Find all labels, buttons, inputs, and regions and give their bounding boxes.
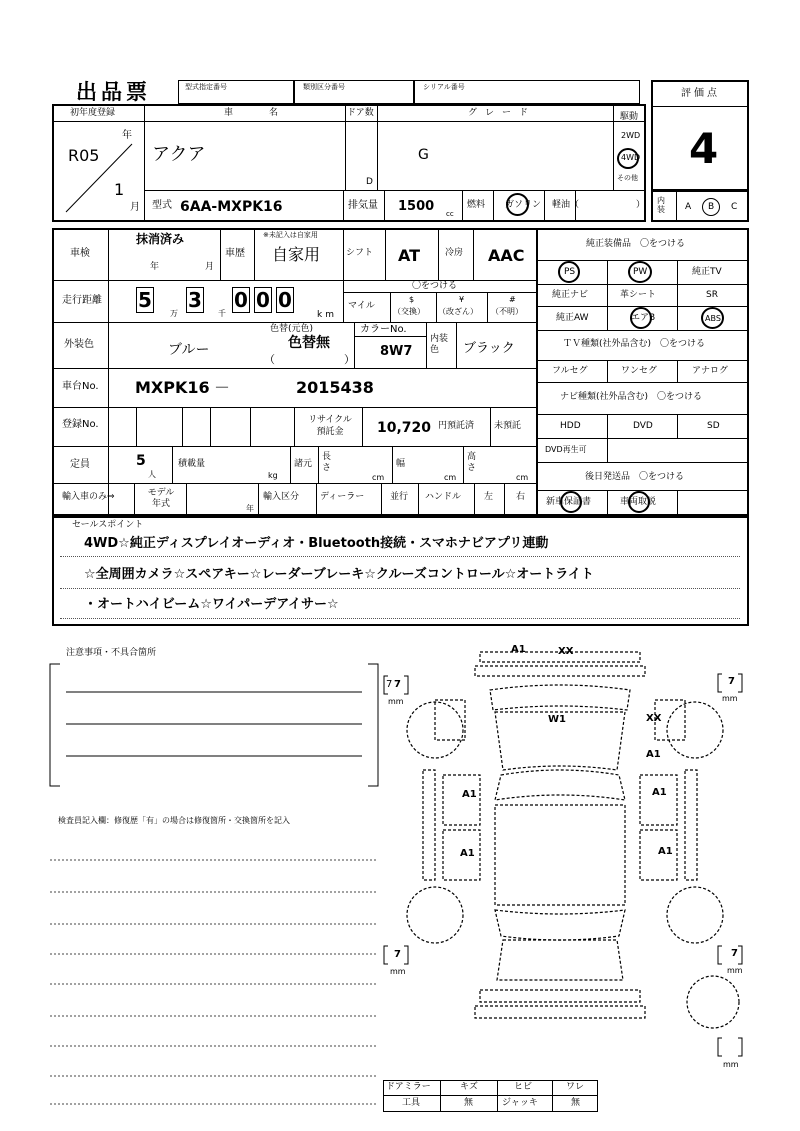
mark-fender-xx: XX <box>646 713 662 724</box>
ac-label: 冷房 <box>445 248 464 258</box>
tire-rl-unit: mm <box>390 967 406 976</box>
mileage-digit-5: 0 <box>276 287 294 313</box>
mileage-digit-1: 5 <box>136 287 154 313</box>
interior-b-circle <box>702 198 720 216</box>
inspector-label: 検査員記入欄：修復歴「有」の場合は修復箇所・交換箇所を記入 <box>58 816 290 825</box>
interior-label: 内装 <box>657 196 665 214</box>
mark-bumper-xx: XX <box>558 646 574 657</box>
category-box <box>294 80 414 104</box>
docs-warranty-circle <box>560 491 582 513</box>
first-reg-month: 1 <box>114 180 125 199</box>
legend-mirror: ドアミラー <box>386 1082 431 1092</box>
form-title: 出品票 <box>76 80 151 104</box>
model-value: 6AA-MXPK16 <box>180 199 283 215</box>
legend-crack: ヒビ <box>514 1082 533 1092</box>
legend-break: ワレ <box>566 1082 585 1092</box>
doors-unit: D <box>366 177 373 187</box>
model-year-unit: 年 <box>246 504 254 513</box>
navi-dvd: DVD <box>633 421 653 431</box>
tv-title: ＴＶ種類(社外品含む) 〇をつける <box>563 339 706 349</box>
equip-airbag: エアB <box>631 313 656 323</box>
caution-bracket <box>46 660 382 790</box>
handle-label: ハンドル <box>425 492 462 502</box>
first-reg-year-unit: 年 <box>122 130 132 141</box>
equipment-title: 純正装備品 〇をつける <box>586 239 686 249</box>
tire-fl-depth: 7 <box>394 679 401 690</box>
equip-ps: PS <box>564 267 576 277</box>
mileage-digit-4: 0 <box>254 287 272 313</box>
interior-color-value: ブラック <box>463 341 515 356</box>
displacement-label: 排気量 <box>348 200 378 211</box>
first-reg-slash <box>62 140 138 216</box>
mark-right-front-door: A1 <box>652 787 667 798</box>
first-reg-label: 初年度登録 <box>70 108 116 118</box>
first-reg-era: R05 <box>68 146 100 165</box>
equip-pw-circle <box>628 261 652 283</box>
tire-fl-value: 7 <box>386 679 393 690</box>
chassis-label: 車台No. <box>62 381 99 392</box>
history-label: 車歴 <box>225 248 245 259</box>
equip-abs: ABS <box>705 314 721 323</box>
recycle-not-deposited: 未預託 <box>494 421 522 431</box>
color-paren-close: ） <box>344 353 355 366</box>
interior-a: A <box>685 202 692 212</box>
doors-label: ドア数 <box>347 108 374 118</box>
displacement-value: 1500 <box>398 199 435 214</box>
color-code-label: カラーNo. <box>360 324 407 335</box>
load-label: 積載量 <box>178 459 206 469</box>
serial-label: シリアル番号 <box>423 83 465 91</box>
mileage-man: 万 <box>170 309 178 318</box>
mileage-opt2: ¥ <box>459 295 465 304</box>
equip-tv: 純正TV <box>692 267 722 277</box>
tire-rr-unit: mm <box>727 966 743 975</box>
mark-windshield-w1: W1 <box>548 714 566 725</box>
equip-airbag-circle <box>630 307 652 329</box>
color-value: ブルー <box>168 342 210 358</box>
drive-label: 駆動 <box>620 112 639 122</box>
category-label: 類別区分番号 <box>303 83 345 91</box>
model-year-label: モデル年式 <box>147 488 175 509</box>
fuel-diesel: 軽油（ <box>552 200 580 210</box>
height-unit: cm <box>516 473 529 482</box>
rating-value: 4 <box>689 124 719 173</box>
legend-jack-value: 無 <box>571 1098 581 1108</box>
mileage-note: 〇をつける <box>412 281 458 291</box>
tv-analog: アナログ <box>692 366 729 376</box>
mileage-km: km <box>317 310 337 320</box>
import-class-label: 輸入区分 <box>263 492 300 502</box>
model-cert-label: 型式指定番号 <box>185 83 227 91</box>
length-label: 長さ <box>322 452 332 473</box>
import-label: 輸入車のみ⇒ <box>62 492 115 502</box>
inspection-label: 車検 <box>70 248 90 259</box>
inspector-lines <box>46 830 382 1120</box>
sales-label: セールスポイント <box>72 520 144 530</box>
displacement-unit: cc <box>446 210 454 218</box>
equip-navi: 純正ナビ <box>552 290 589 300</box>
ac-value: AAC <box>488 246 525 265</box>
grade-label: グレード <box>468 108 537 118</box>
color-change-value: 色替無 <box>288 335 330 351</box>
chassis-dash: － <box>214 378 231 397</box>
rating-label: 評価点 <box>681 88 720 99</box>
mark-left-front-door: A1 <box>462 789 477 800</box>
mileage-opt3b: （不明） <box>491 307 523 316</box>
recycle-value: 10,720 <box>377 420 432 436</box>
color-change-label: 色替(元色) <box>270 324 314 334</box>
tire-fr-depth: 7 <box>728 676 735 687</box>
interior-color-label: 内装色 <box>430 334 449 355</box>
sales-line-2: ☆全周囲カメラ☆スペアキー☆レーダーブレーキ☆クルーズコントロール☆オートライト <box>84 567 594 582</box>
mileage-digit-2: 3 <box>186 287 204 313</box>
interior-c: C <box>731 202 738 212</box>
recycle-deposited: 円預託済 <box>438 421 475 431</box>
equip-sr: SR <box>706 290 718 300</box>
tire-spare-unit: mm <box>723 1060 739 1069</box>
shift-label: シフト <box>346 248 374 258</box>
mark-bumper-a1: A1 <box>511 644 526 655</box>
equip-aw: 純正AW <box>556 313 589 323</box>
serial-box <box>414 80 640 104</box>
fuel-close: ） <box>636 200 646 210</box>
rating-box <box>651 80 749 191</box>
mark-left-rear-door: A1 <box>460 848 475 859</box>
legend-scratch: キズ <box>460 1082 478 1092</box>
tire-fr-unit: mm <box>722 694 738 703</box>
color-label: 外装色 <box>64 339 94 350</box>
docs-warranty: 新車保証書 <box>546 497 592 507</box>
docs-title: 後日発送品 〇をつける <box>585 472 685 482</box>
mileage-opt1b: （交換） <box>393 307 425 316</box>
equip-abs-circle <box>701 307 724 329</box>
drive-2wd: 2WD <box>621 131 641 140</box>
dims-label: 諸元 <box>294 459 313 469</box>
shift-value: AT <box>398 246 421 265</box>
mileage-mile: マイル <box>348 301 375 311</box>
inspection-month-unit: 月 <box>205 262 215 272</box>
navi-sd: SD <box>707 421 720 431</box>
history-note: ※未記入は自家用 <box>263 231 318 239</box>
fuel-gasoline: ガソリン <box>505 200 542 210</box>
grade-value: G <box>418 147 429 163</box>
chassis-prefix: MXPK16 <box>135 378 210 397</box>
mileage-opt2b: （改ざん） <box>438 307 478 316</box>
drive-4wd: 4WD <box>621 153 641 162</box>
capacity-value: 5 <box>136 453 146 469</box>
mileage-label: 走行距離 <box>62 295 102 306</box>
inspection-value: 抹消済み <box>136 232 185 246</box>
capacity-label: 定員 <box>70 459 90 470</box>
mileage-sen: 千 <box>218 309 226 318</box>
inspection-year-unit: 年 <box>150 262 160 272</box>
history-value: 自家用 <box>272 245 321 264</box>
mileage-opt3: # <box>509 295 516 304</box>
height-label: 高さ <box>467 452 477 473</box>
legend-jack: ジャッキ <box>502 1098 538 1108</box>
capacity-unit: 人 <box>148 470 156 479</box>
model-label: 型式 <box>152 200 172 211</box>
tv-oneseg: ワンセグ <box>621 366 658 376</box>
mark-fender-a1: A1 <box>646 749 661 760</box>
width-label: 幅 <box>396 459 406 469</box>
legend-tools: 工具 <box>402 1098 421 1108</box>
handle-left: 左 <box>484 492 494 502</box>
drive-4wd-circle <box>617 148 639 169</box>
legend-tools-value: 無 <box>464 1098 474 1108</box>
vehicle-detail-section <box>52 228 538 516</box>
sales-line-1: 4WD☆純正ディスプレイオーディオ・Bluetooth接続・スマホナビアプリ連動 <box>84 536 549 551</box>
navi-title: ナビ種類(社外品含む) 〇をつける <box>560 392 703 402</box>
chassis-number: 2015438 <box>296 378 374 397</box>
import-parallel: 並行 <box>390 492 409 502</box>
handle-right: 右 <box>516 492 526 502</box>
navi-hdd: HDD <box>560 421 581 431</box>
model-cert-box <box>178 80 294 104</box>
fuel-gasoline-circle <box>506 193 529 216</box>
color-paren-open: （ <box>264 353 275 366</box>
mileage-digit-3: 0 <box>232 287 250 313</box>
recycle-label: リサイクル預託金 <box>308 415 352 437</box>
import-dealer: ディーラー <box>320 492 365 502</box>
fuel-label: 燃料 <box>467 200 486 210</box>
navi-dvd-play: DVD再生可 <box>545 445 587 454</box>
tire-rl-depth: 7 <box>394 949 401 960</box>
equip-ps-circle <box>558 261 580 283</box>
first-reg-month-unit: 月 <box>130 202 140 213</box>
sales-line-3: ・オートハイビーム☆ワイパーデアイサー☆ <box>84 597 339 612</box>
tv-fullseg: フルセグ <box>552 366 588 376</box>
mileage-opt1: $ <box>409 295 415 304</box>
interior-b: B <box>708 202 715 212</box>
caution-label: 注意事項・不具合箇所 <box>66 648 157 658</box>
width-unit: cm <box>444 473 457 482</box>
mark-right-rear-door: A1 <box>658 846 673 857</box>
car-name-label: 車 名 <box>224 108 285 118</box>
docs-manual: 車両取説 <box>620 497 657 507</box>
length-unit: cm <box>372 473 385 482</box>
docs-manual-circle <box>628 491 650 513</box>
equip-pw: PW <box>633 267 648 277</box>
registration-label: 登録No. <box>62 419 99 430</box>
equip-leather: 革シート <box>620 290 657 300</box>
load-unit: kg <box>268 471 278 480</box>
tire-rr-depth: 7 <box>731 948 738 959</box>
color-code-value: 8W7 <box>380 344 413 359</box>
drive-other: その他 <box>617 174 638 182</box>
tire-fl-unit: mm <box>388 697 404 706</box>
tire-brackets <box>380 672 750 1062</box>
car-name-value: アクア <box>152 144 206 165</box>
